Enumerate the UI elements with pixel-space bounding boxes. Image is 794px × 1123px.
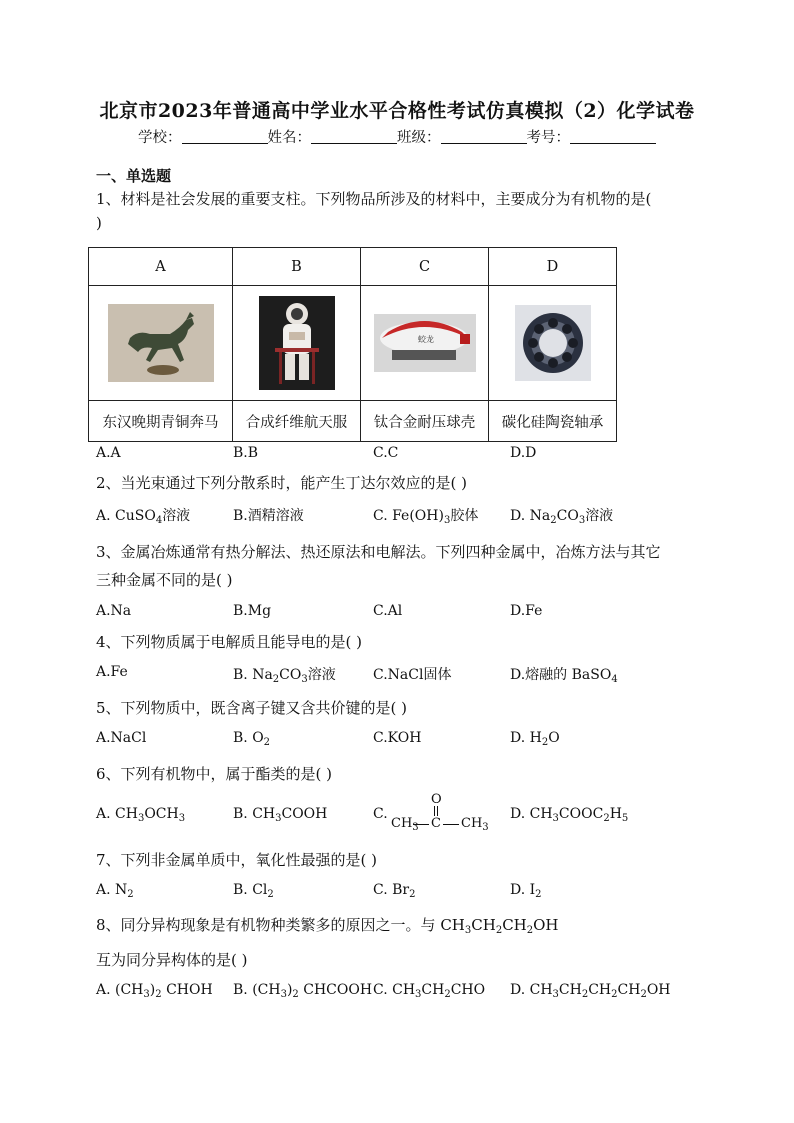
option-c[interactable]: C.KOH bbox=[373, 730, 422, 746]
option-d[interactable]: D. $CH_3COOC_2H_5$ bbox=[510, 806, 629, 824]
option-b[interactable]: B. $Cl_2$ bbox=[233, 882, 274, 900]
option-c[interactable]: C. $Br_2$ bbox=[373, 882, 416, 900]
question-3-text: 3、金属冶炼通常有热分解法、热还原法和电解法。下列四种金属中，冶炼方法与其它 bbox=[96, 543, 661, 561]
option-a[interactable]: A.Na bbox=[96, 603, 132, 619]
table-header-b: B bbox=[233, 248, 361, 286]
submersible-image bbox=[361, 286, 489, 401]
name-label: 姓名： bbox=[267, 130, 311, 146]
label-d: 碳化硅陶瓷轴承 bbox=[489, 401, 617, 442]
question-3 bbox=[96, 540, 661, 592]
label-b: 合成纤维航天服 bbox=[233, 401, 361, 442]
table-header-a: A bbox=[89, 248, 233, 286]
option-d[interactable]: D. $Na_2CO_3$溶液 bbox=[510, 508, 614, 526]
option-a[interactable]: A.Fe bbox=[96, 664, 128, 680]
option-a[interactable]: A. $CH_3OCH_3$ bbox=[96, 806, 186, 824]
class-label: 班级： bbox=[397, 130, 441, 146]
option-c[interactable]: C.NaCl固体 bbox=[373, 667, 452, 683]
question-6-options bbox=[96, 792, 716, 840]
table-header-d: D bbox=[489, 248, 617, 286]
question-5-options bbox=[96, 730, 716, 754]
bronze-horse-image bbox=[89, 286, 233, 401]
option-c[interactable]: C. $Fe(OH)_3$胶体 bbox=[373, 508, 479, 526]
option-c[interactable]: C. $CH_3CH_2CHO$ bbox=[373, 982, 486, 1000]
question-4-text: 4、下列物质属于电解质且能导电的是( ) bbox=[96, 633, 363, 651]
option-d[interactable]: D. $H_2O$ bbox=[510, 730, 560, 748]
option-b[interactable]: B. $O_2$ bbox=[233, 730, 271, 748]
school-field[interactable] bbox=[182, 129, 268, 144]
option-d[interactable]: D.D bbox=[510, 445, 537, 461]
option-a[interactable]: A. $(CH_3)_2$ CHOH bbox=[96, 982, 213, 1000]
table-header-c: C bbox=[361, 248, 489, 286]
option-b[interactable]: B.B bbox=[233, 445, 259, 461]
question-2-text: 2、当光束通过下列分散系时，能产生丁达尔效应的是( ) bbox=[96, 474, 468, 492]
question-4-options bbox=[96, 664, 716, 688]
option-c[interactable]: C.Al bbox=[373, 603, 403, 619]
question-8-text: 8、同分异构现象是有机物种类繁多的原因之一。与 $CH_3CH_2CH_2OH$ bbox=[96, 916, 559, 936]
question-7-options bbox=[96, 882, 716, 906]
student-info-line bbox=[0, 126, 794, 147]
option-b[interactable]: B. $(CH_3)_2$ CHCOOH bbox=[233, 982, 373, 1000]
option-a[interactable]: A. CuSO$_4$溶液 bbox=[96, 508, 191, 526]
label-c: 钛合金耐压球壳 bbox=[361, 401, 489, 442]
question-5-text: 5、下列物质中，既含离子键又含共价键的是( ) bbox=[96, 699, 408, 717]
acetone-structure: O $CH_3$ C $CH_3$ bbox=[391, 792, 489, 833]
option-b[interactable]: B.酒精溶液 bbox=[233, 508, 304, 524]
page-title: 北京市2023年普通高中学业水平合格性考试仿真模拟（2）化学试卷 bbox=[99, 100, 695, 122]
option-a[interactable]: A. $N_2$ bbox=[96, 882, 134, 900]
option-a[interactable]: A.A bbox=[96, 445, 121, 461]
class-field[interactable] bbox=[441, 129, 527, 144]
number-field[interactable] bbox=[570, 129, 656, 144]
question-1-text-cont: ) bbox=[96, 214, 102, 232]
question-3-options bbox=[96, 603, 716, 627]
ceramic-bearing-image bbox=[489, 286, 617, 401]
option-c[interactable]: C.C bbox=[373, 445, 399, 461]
option-a[interactable]: A.NaCl bbox=[96, 730, 147, 746]
question-8-text-cont: 互为同分异构体的是( ) bbox=[96, 951, 248, 969]
svg-text:蛟龙: 蛟龙 bbox=[417, 335, 434, 344]
option-c[interactable]: C. O $CH_3$ C $CH_3$ bbox=[373, 806, 388, 822]
name-field[interactable] bbox=[311, 129, 397, 144]
label-a: 东汉晚期青铜奔马 bbox=[89, 401, 233, 442]
option-b[interactable]: B. $Na_2CO_3$溶液 bbox=[233, 667, 336, 685]
option-b[interactable]: B.Mg bbox=[233, 603, 272, 619]
question-1 bbox=[96, 187, 651, 235]
school-label: 学校： bbox=[138, 130, 182, 146]
question-1-options bbox=[96, 445, 716, 469]
spacesuit-image bbox=[233, 286, 361, 401]
materials-table bbox=[88, 247, 617, 442]
option-d[interactable]: D. $CH_3CH_2CH_2CH_2OH$ bbox=[510, 982, 671, 1000]
question-6-text: 6、下列有机物中，属于酯类的是( ) bbox=[96, 765, 333, 783]
section-heading: 一、单选题 bbox=[96, 167, 172, 185]
option-d[interactable]: D.Fe bbox=[510, 603, 543, 619]
question-3-text-cont: 三种金属不同的是( ) bbox=[96, 571, 233, 589]
number-label: 考号： bbox=[526, 130, 570, 146]
question-1-text: 1、材料是社会发展的重要支柱。下列物品所涉及的材料中，主要成分为有机物的是( bbox=[96, 190, 652, 208]
question-8-options bbox=[96, 982, 716, 1006]
question-2-options bbox=[96, 505, 716, 529]
option-d[interactable]: D.熔融的 BaSO$_4$ bbox=[510, 667, 618, 685]
question-7-text: 7、下列非金属单质中，氧化性最强的是( ) bbox=[96, 851, 378, 869]
option-d[interactable]: D. $I_2$ bbox=[510, 882, 542, 900]
option-b[interactable]: B. $CH_3COOH$ bbox=[233, 806, 328, 824]
